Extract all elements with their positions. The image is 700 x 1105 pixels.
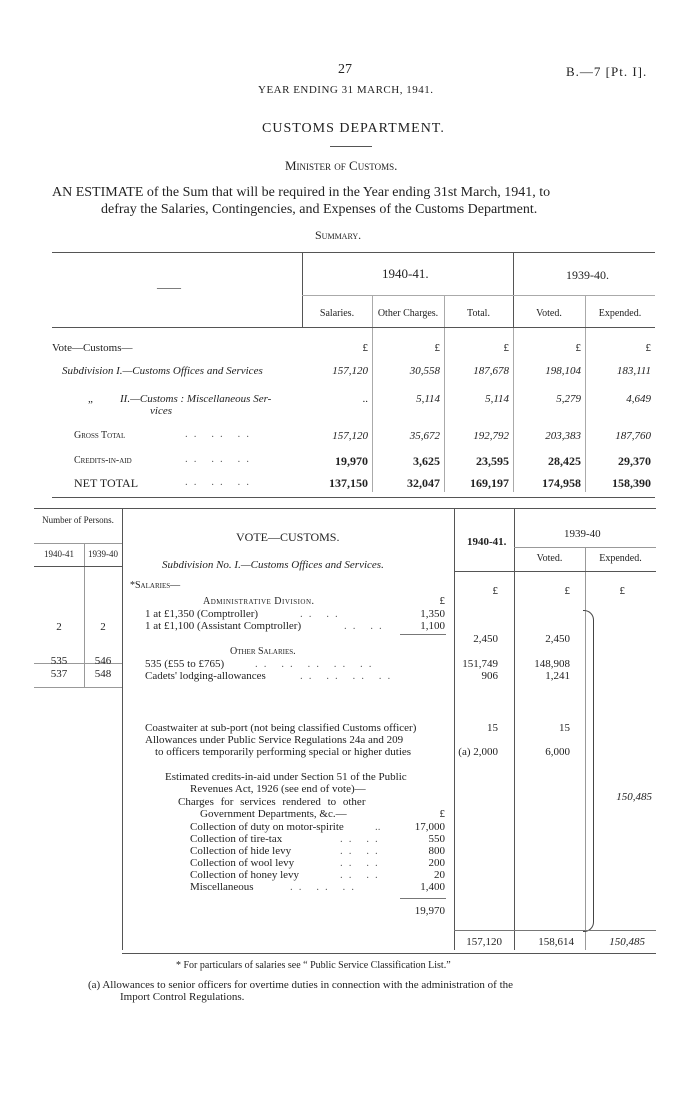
credit-item-amount: 200 [428,857,445,869]
subtotal-rule [400,634,446,635]
vote-title: VOTE—CUSTOMS. [236,530,340,544]
vote-header-bottom [454,571,656,572]
vote-vline [122,508,123,950]
allowance-line: Allowances under Public Service Regulations 24a and 209 [145,734,404,746]
credit-item-amount: 800 [428,845,445,857]
summary-value: .. [362,393,368,405]
summary-top-rule [52,252,655,253]
col-total: Total. [467,308,490,319]
credit-item-label: Collection of duty on motor-spirite [190,821,344,833]
charges-heading: Charges for services rendered to other [178,796,366,808]
credit-item-label: Collection of tire-tax [190,833,283,845]
summary-value: 157,120 [332,430,368,442]
summary-value: 174,958 [542,476,581,490]
vote-total-value: 151,749 [462,658,498,670]
department-title: CUSTOMS DEPARTMENT. [262,121,445,136]
persons-value: 546 [94,655,112,667]
leader-dots: .. .. .. [185,428,255,440]
title-rule [330,146,372,147]
grand-expended: 150,485 [609,936,645,948]
minister-title: Minister of Customs. [285,158,398,173]
leader-dots: .. .. .. .. .. [255,658,378,670]
summary-value: 169,197 [470,476,509,490]
summary-dash: —— [157,280,181,294]
leader-dots: .. .. [340,857,384,869]
credit-item-label: Miscellaneous [190,881,254,893]
summary-value: 198,104 [545,365,581,377]
currency-symbol: £ [564,585,570,597]
summary-value: 157,120 [332,365,368,377]
vote-subtitle: Subdivision No. I.—Customs Offices and Services. [162,559,384,571]
page-number: 27 [338,62,352,77]
expended-bracket-value: 150,485 [616,791,652,803]
leader-dots: .. [375,821,381,833]
col-expended: Expended. [599,553,642,564]
credits-total: 19,970 [414,905,445,917]
salary-item-label: 535 (£55 to £765) [145,658,225,670]
currency-symbol: £ [503,342,509,354]
persons-total: 548 [94,668,112,680]
summary-row-label: II.—Customs : Miscellaneous Ser- [120,393,272,405]
vote-bottom-rule [122,953,656,954]
salary-item-amount: 1,350 [420,608,445,620]
leader-dots: .. .. .. [290,881,360,893]
summary-row-label: Gross Total [74,430,126,441]
allowance-line-2: to officers temporarily performing special or higher duties [155,746,412,758]
persons-header-bottom [34,566,122,567]
footnote-a-cont: Import Control Regulations. [120,991,245,1003]
page-reference: B.—7 [Pt. I]. [566,64,648,79]
summary-value: 19,970 [335,454,368,468]
col-expended: Expended. [598,308,642,319]
currency-symbol: £ [434,342,440,354]
credit-item-amount: 1,400 [420,881,445,893]
summary-value: 32,047 [407,476,440,490]
currency-symbol: £ [362,342,368,354]
grand-voted: 158,614 [538,936,574,948]
currency-symbol: £ [645,342,651,354]
salary-item-amount: 1,100 [420,620,445,632]
other-salaries-heading: Other Salaries. [230,646,296,657]
summary-value: 29,370 [618,454,651,468]
summary-value: 5,114 [416,393,440,405]
persons-value: 2 [56,621,62,633]
coastwaiter-line: Coastwaiter at sub-port (not being classified Customs officer) [145,722,417,734]
leader-dots: .. .. [300,608,344,620]
expended-bracket [583,610,594,932]
summary-value: 5,279 [556,393,581,405]
year-ending: YEAR ENDING 31 MARCH, 1941. [258,84,434,96]
vote-total-value: 15 [487,722,498,734]
leader-dots: .. .. [340,845,384,857]
summary-header-bottom [52,327,655,328]
persons-year: 1940-41 [44,549,74,559]
summary-value: 192,792 [473,430,509,442]
credit-item-label: Collection of wool levy [190,857,295,869]
credits-heading: Estimated credits-in-aid under Section 51 of the Public [165,771,407,783]
currency-symbol: £ [492,585,498,597]
credits-subtotal-rule [400,898,446,899]
summary-value: 5,114 [485,393,509,405]
summary-row-label: Credits-in-aid [74,455,132,466]
summary-header-rule [302,295,655,296]
vote-year-rule [514,547,656,548]
currency-symbol: £ [619,585,625,597]
salaries-heading: *Salaries— [130,580,181,591]
persons-value: 535 [50,655,68,667]
persons-total-rule-bottom [34,687,122,688]
summary-row-prefix: „ [88,393,93,405]
number-of-persons: Number of Persons. [42,515,114,525]
summary-value: 187,678 [473,365,509,377]
persons-header-rule [34,543,122,544]
grand-total-rule [454,930,656,931]
vote-voted-value: 1,241 [545,670,570,682]
summary-value: 203,383 [545,430,581,442]
estimate-line-1: AN ESTIMATE of the Sum that will be required in the Year ending 31st March, 1941, to [52,185,551,200]
vote-top-rule [34,508,656,509]
vote-total-value: (a) 2,000 [458,746,498,758]
vote-total-value: 906 [481,670,498,682]
currency-symbol: £ [439,595,445,607]
charges-heading-2: Government Departments, &c.— [200,808,347,820]
salaries-footnote: * For particulars of salaries see “ Public Service Classification List.” [176,960,451,971]
summary-value: 3,625 [413,454,440,468]
vote-total-value: 2,450 [473,633,498,645]
persons-year: 1939-40 [88,549,118,559]
credit-item-amount: 550 [428,833,445,845]
grand-total: 157,120 [466,936,502,948]
credit-item-amount: 20 [434,869,445,881]
leader-dots: .. .. [344,620,388,632]
summary-value: 137,150 [329,476,368,490]
summary-value: 158,390 [612,476,651,490]
leader-dots: .. .. .. [185,453,255,465]
col-voted: Voted. [536,553,563,564]
leader-dots: .. .. [340,833,384,845]
salary-item-label: 1 at £1,350 (Comptroller) [145,608,259,620]
salary-item-label: Cadets' lodging-allowances [145,670,266,682]
leader-dots: .. .. [340,869,384,881]
vote-year-current: 1940-41. [467,536,507,548]
col-other-charges: Other Charges. [377,308,439,319]
summary-year-current: 1940-41. [382,266,429,281]
summary-value: 30,558 [409,365,440,377]
summary-row-label: Subdivision I.—Customs Offices and Services [62,365,263,377]
leader-dots: .. .. .. [185,476,255,488]
summary-value: 183,111 [616,365,651,377]
vote-voted-value: 6,000 [545,746,570,758]
summary-year-previous: 1939-40. [566,268,609,282]
currency-symbol: £ [439,808,445,820]
vote-year-previous: 1939-40 [564,528,601,540]
vote-voted-value: 15 [559,722,570,734]
col-voted: Voted. [536,308,562,319]
leader-dots: .. .. .. .. [300,670,397,682]
credit-item-label: Collection of honey levy [190,869,300,881]
summary-value: 23,595 [476,454,509,468]
credit-item-label: Collection of hide levy [190,845,292,857]
vote-voted-value: 148,908 [534,658,570,670]
summary-value: 35,672 [409,430,440,442]
admin-division-heading: Administrative Division. [203,596,315,607]
estimate-line-2: defray the Salaries, Contingencies, and Expenses of the Customs Department. [101,202,538,217]
summary-value: 28,425 [548,454,581,468]
summary-row-label: NET TOTAL [74,476,139,490]
persons-value: 2 [100,621,106,633]
footnote-a: (a) Allowances to senior officers for overtime duties in connection with the administration of the [88,979,514,991]
persons-total: 537 [50,668,68,680]
summary-value: 4,649 [626,393,651,405]
vote-label: Vote—Customs— [52,342,133,354]
salary-item-label: 1 at £1,100 (Assistant Comptroller) [145,620,302,632]
summary-title: Summary. [315,228,362,242]
currency-symbol: £ [575,342,581,354]
credit-item-amount: 17,000 [414,821,445,833]
summary-bottom-rule [52,497,655,498]
summary-value: 187,760 [615,430,651,442]
col-salaries: Salaries. [319,308,355,319]
vote-voted-value: 2,450 [545,633,570,645]
summary-row-label-cont: vices [150,405,172,417]
credits-heading-2: Revenues Act, 1926 (see end of vote)— [190,783,366,795]
